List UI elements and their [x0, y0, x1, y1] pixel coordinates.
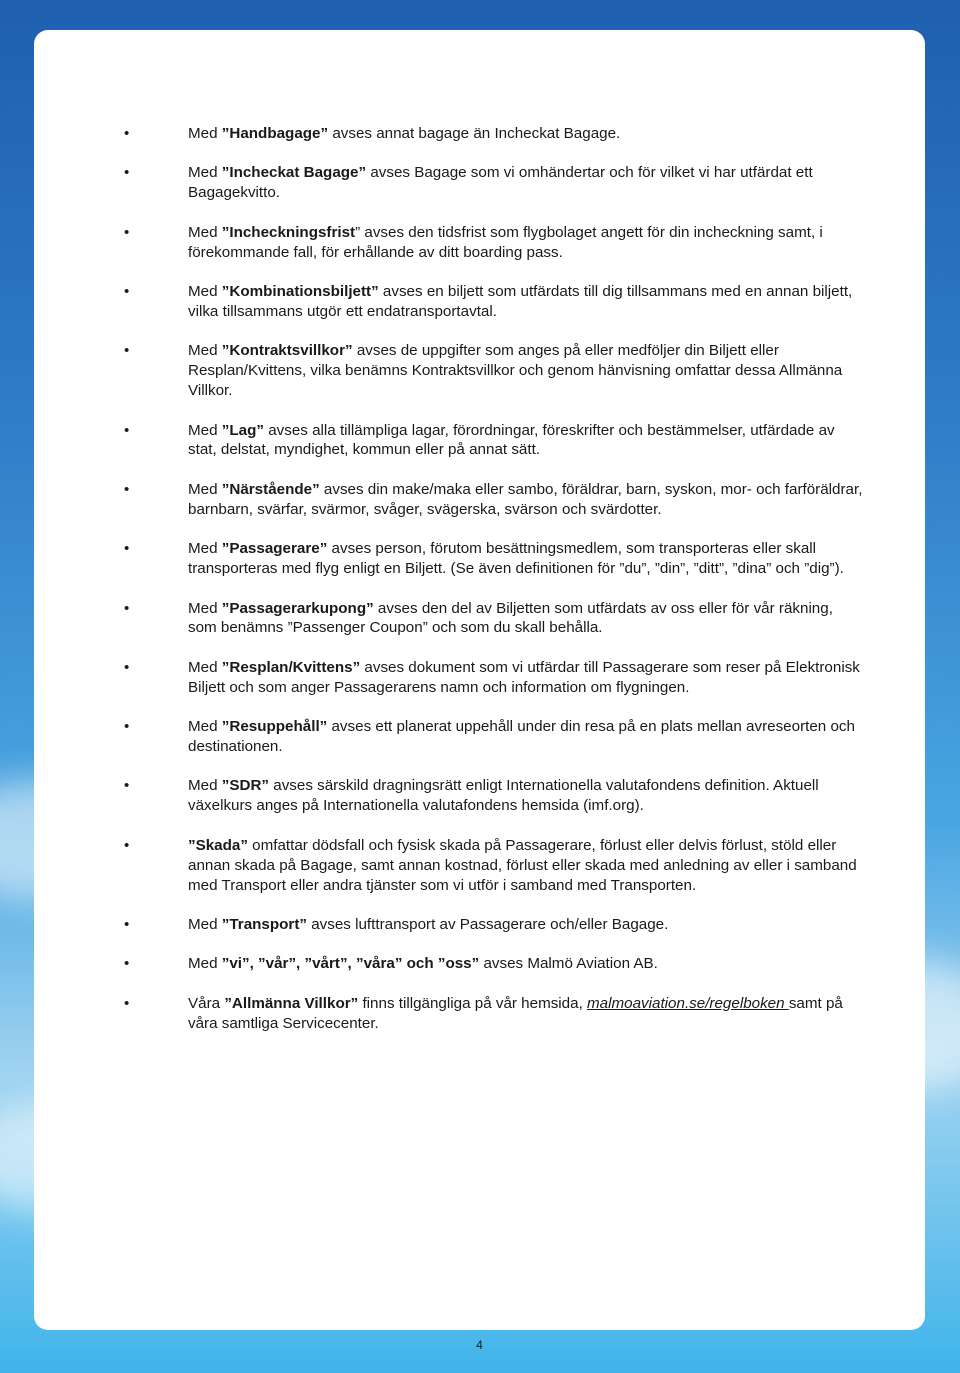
definition-text: Med — [188, 223, 222, 241]
definition-text: Våra — [188, 994, 225, 1012]
definition-text: Med — [188, 421, 222, 439]
definitions-list — [34, 124, 925, 1053]
bullet-icon: • — [124, 836, 130, 854]
defined-term: ”Handbagage” — [221, 125, 329, 142]
definition-text: avses din make/maka eller sambo, föräldrar, barn, syskon, mor- och farföräldrar, barnbarn, svärfar, svärmor, svåger, svägerska, svärson och svärdotter. — [188, 480, 863, 518]
list-item — [34, 658, 925, 698]
definition-text: Med — [188, 777, 222, 795]
definition-text: avses lufttransport av Passagerare och/eller Bagage. — [307, 915, 669, 933]
definition-text: avses den del av Biljetten som utfärdats av oss eller för vår räkning, som benämns ”Passenger Coupon” och som du skall behålla. — [188, 599, 833, 637]
list-item — [34, 480, 925, 520]
definition-text: avses alla tillämpliga lagar, förordningar, föreskrifter och bestämmelser, utfärdade av stat, delstat, myndighet, kommun eller på annat sätt. — [188, 421, 835, 459]
defined-term: ”SDR” — [221, 777, 270, 795]
bullet-icon: • — [124, 421, 130, 439]
definition-text: Med — [188, 540, 222, 558]
defined-term: ”Resuppehåll” — [221, 718, 328, 736]
definition-text: Med — [188, 658, 222, 676]
defined-term: ”Passagerare” — [221, 540, 328, 558]
list-item — [34, 836, 925, 896]
defined-term: ”vi”, ”vår”, ”vårt”, ”våra” och ”oss” — [221, 955, 480, 973]
list-item — [34, 341, 925, 401]
bullet-icon: • — [124, 283, 130, 301]
definition-text: ” avses den tidsfrist som flygbolaget angett för din incheckning samt, i förekommande fall, för erhållande av ditt boarding pass. — [188, 223, 823, 261]
list-item — [34, 124, 925, 144]
bullet-icon: • — [124, 915, 130, 933]
bullet-icon: • — [124, 540, 130, 558]
bullet-icon: • — [124, 994, 130, 1012]
bullet-icon: • — [124, 658, 130, 676]
list-item — [34, 954, 925, 974]
defined-term: ”Närstående” — [221, 480, 320, 498]
defined-term: ”Incheckningsfrist — [221, 223, 356, 241]
definition-text: Med — [188, 342, 222, 360]
defined-term: ”Passagerarkupong” — [221, 599, 374, 617]
bullet-icon: • — [124, 164, 130, 182]
definition-text: avses dokument som vi utfärdar till Passagerare som reser på Elektronisk Biljett och som anger Passagerarens namn och information om flygningen. — [188, 658, 860, 696]
list-item — [34, 776, 925, 816]
definition-text: Med — [188, 164, 222, 182]
definition-text: finns tillgängliga på vår hemsida, — [358, 994, 588, 1012]
bullet-icon: • — [124, 718, 130, 736]
defined-term: ”Lag” — [221, 421, 264, 439]
definition-text: samt på våra samtliga Servicecenter. — [188, 994, 843, 1032]
bullet-icon: • — [124, 777, 130, 795]
definition-text: Med — [188, 915, 222, 933]
definition-text: avses ett planerat uppehåll under din resa på en plats mellan avreseorten och destinationen. — [188, 718, 855, 756]
bullet-icon: • — [124, 480, 130, 498]
definition-text: avses Malmö Aviation AB. — [479, 955, 658, 973]
bullet-icon: • — [124, 223, 130, 241]
list-item — [34, 223, 925, 263]
page-number: 4 — [476, 1338, 483, 1352]
bullet-icon: • — [124, 342, 130, 360]
defined-term: ”Transport” — [221, 915, 307, 933]
list-item — [34, 994, 925, 1034]
defined-term: ”Skada” — [188, 836, 248, 854]
document-page — [34, 30, 925, 1352]
list-item — [34, 421, 925, 461]
defined-term: ”Kombinationsbiljett” — [221, 283, 379, 301]
definition-text: avses de uppgifter som anges på eller medföljer din Biljett eller Resplan/Kvittens, vilka benämns Kontraktsvillkor och genom hänvisning omfattar dessa Allmänna Villkor. — [188, 342, 843, 400]
defined-term: ”Allmänna Villkor” — [224, 994, 359, 1012]
list-item — [34, 915, 925, 935]
definition-text: Med — [188, 480, 222, 498]
bullet-icon: • — [124, 599, 130, 617]
definition-text: omfattar dödsfall och fysisk skada på Passagerare, förlust eller delvis förlust, stöld eller annan skada på Bagage, samt annan kostnad, förlust eller skada med anledning av eller i samband med Transport eller andra tjänster som vi utför i samband med Transporten. — [188, 836, 857, 894]
definition-text: Med — [188, 599, 222, 617]
definition-text: Med — [188, 955, 222, 973]
list-item — [34, 539, 925, 579]
list-item — [34, 717, 925, 757]
list-item — [34, 163, 925, 203]
bullet-icon: • — [124, 125, 130, 142]
definition-text: avses Bagage som vi omhändertar och för vilket vi har utfärdat ett Bagagekvitto. — [188, 164, 813, 202]
list-item — [34, 282, 925, 322]
defined-term: ”Kontraktsvillkor” — [221, 342, 353, 360]
definition-text: Med — [188, 125, 222, 142]
bullet-icon: • — [124, 955, 130, 973]
definition-text: avses särskild dragningsrätt enligt Internationella valutafondens definition. Aktuell växelkurs anges på Internationella valutafondens hemsida (imf.org). — [188, 777, 819, 815]
definition-text: avses person, förutom besättningsmedlem, som transporteras eller skall transporteras med flyg enligt en Biljett. (Se även definitionen för ”du”, ”din”, ”ditt”, ”dina” och ”dig”). — [188, 540, 844, 578]
definition-text: avses en biljett som utfärdats till dig tillsammans med en annan biljett, vilka tillsammans utgör ett endatransportavtal. — [188, 283, 853, 320]
defined-term: ”Incheckat Bagage” — [221, 164, 367, 182]
definition-text: Med — [188, 283, 222, 301]
definition-text: Med — [188, 718, 222, 736]
website-link[interactable]: malmoaviation.se/regelboken — [587, 994, 789, 1012]
definition-text: avses annat bagage än Incheckat Bagage. — [328, 125, 621, 142]
defined-term: ”Resplan/Kvittens” — [221, 658, 361, 676]
list-item — [34, 599, 925, 639]
